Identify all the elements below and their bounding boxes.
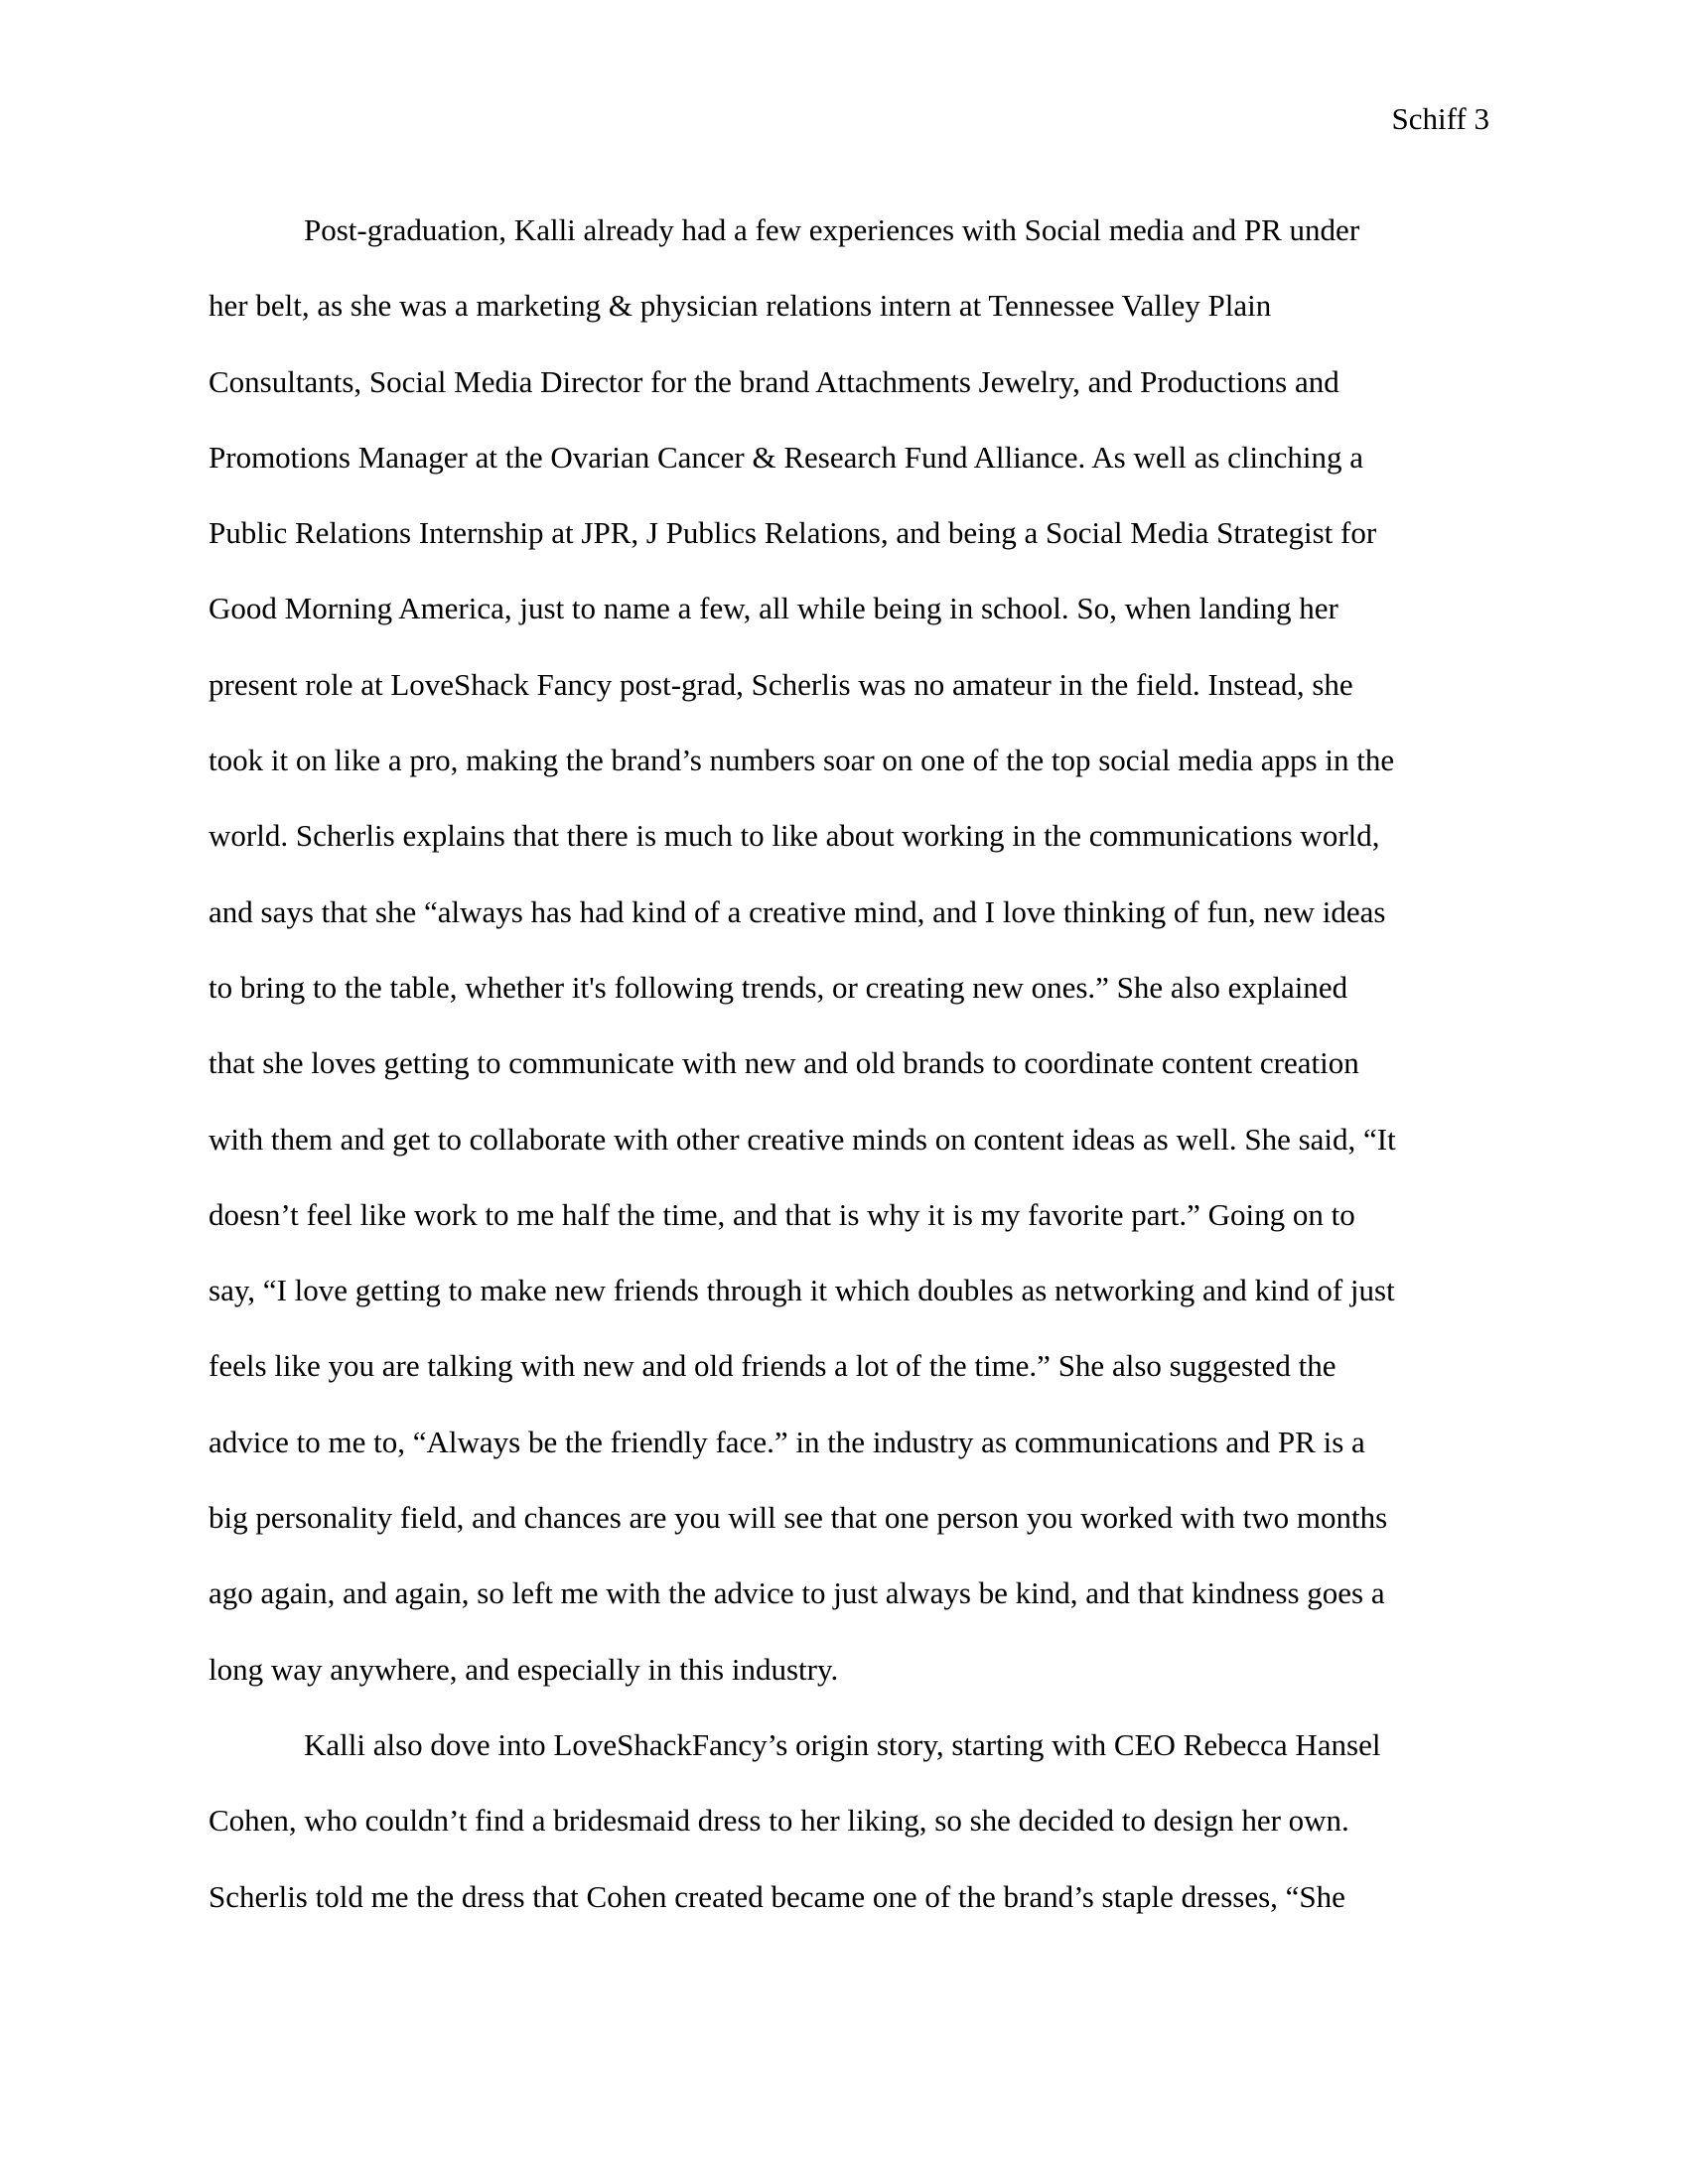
paragraph-2-first-line: Kalli also dove into LoveShackFancy’s origin story, starting with CEO Rebecca Hansel — [304, 1726, 1381, 1762]
text-line: Promotions Manager at the Ovarian Cancer & Research Fund Alliance. As well as clinching a — [209, 439, 1364, 475]
running-header: Schiff 3 — [1391, 101, 1489, 136]
text-line: long way anywhere, and especially in this industry. — [209, 1651, 839, 1687]
text-line: ago again, and again, so left me with the advice to just always be kind, and that kindness goes a — [209, 1575, 1385, 1611]
text-line: present role at LoveShack Fancy post-grad, Scherlis was no amateur in the field. Instead, she — [209, 666, 1353, 702]
text-line: world. Scherlis explains that there is much to like about working in the communications world, — [209, 818, 1380, 854]
text-line: Scherlis told me the dress that Cohen created became one of the brand’s staple dresses, “She — [209, 1878, 1345, 1914]
text-line: Consultants, Social Media Director for the brand Attachments Jewelry, and Productions and — [209, 363, 1339, 399]
text-line: doesn’t feel like work to me half the time, and that is why it is my favorite part.” Going on to — [209, 1196, 1355, 1232]
body-text — [209, 193, 1479, 1935]
text-line: feels like you are talking with new and old friends a lot of the time.” She also suggested the — [209, 1348, 1336, 1384]
text-line: to bring to the table, whether it's following trends, or creating new ones.” She also explained — [209, 969, 1348, 1005]
text-line: her belt, as she was a marketing & physician relations intern at Tennessee Valley Plain — [209, 288, 1272, 324]
text-line: and says that she “always has had kind of a creative mind, and I love thinking of fun, new ideas — [209, 893, 1386, 929]
text-line: that she loves getting to communicate with new and old brands to coordinate content creation — [209, 1045, 1359, 1081]
text-line: with them and get to collaborate with other creative minds on content ideas as well. She said, “It — [209, 1121, 1396, 1157]
text-line: Good Morning America, just to name a few, all while being in school. So, when landing her — [209, 591, 1338, 626]
text-line: Public Relations Internship at JPR, J Publics Relations, and being a Social Media Strategist for — [209, 515, 1377, 551]
text-line: say, “I love getting to make new friends through it which doubles as networking and kind of just — [209, 1273, 1395, 1308]
text-line: Cohen, who couldn’t find a bridesmaid dress to her liking, so she decided to design her own. — [209, 1803, 1349, 1839]
text-line: took it on like a pro, making the brand’s numbers soar on one of the top social media apps in the — [209, 743, 1395, 778]
paragraph-1-first-line: Post-graduation, Kalli already had a few experiences with Social media and PR under — [304, 212, 1360, 247]
text-line: big personality field, and chances are you will see that one person you worked with two months — [209, 1500, 1388, 1536]
text-line: advice to me to, “Always be the friendly face.” in the industry as communications and PR is a — [209, 1424, 1365, 1459]
